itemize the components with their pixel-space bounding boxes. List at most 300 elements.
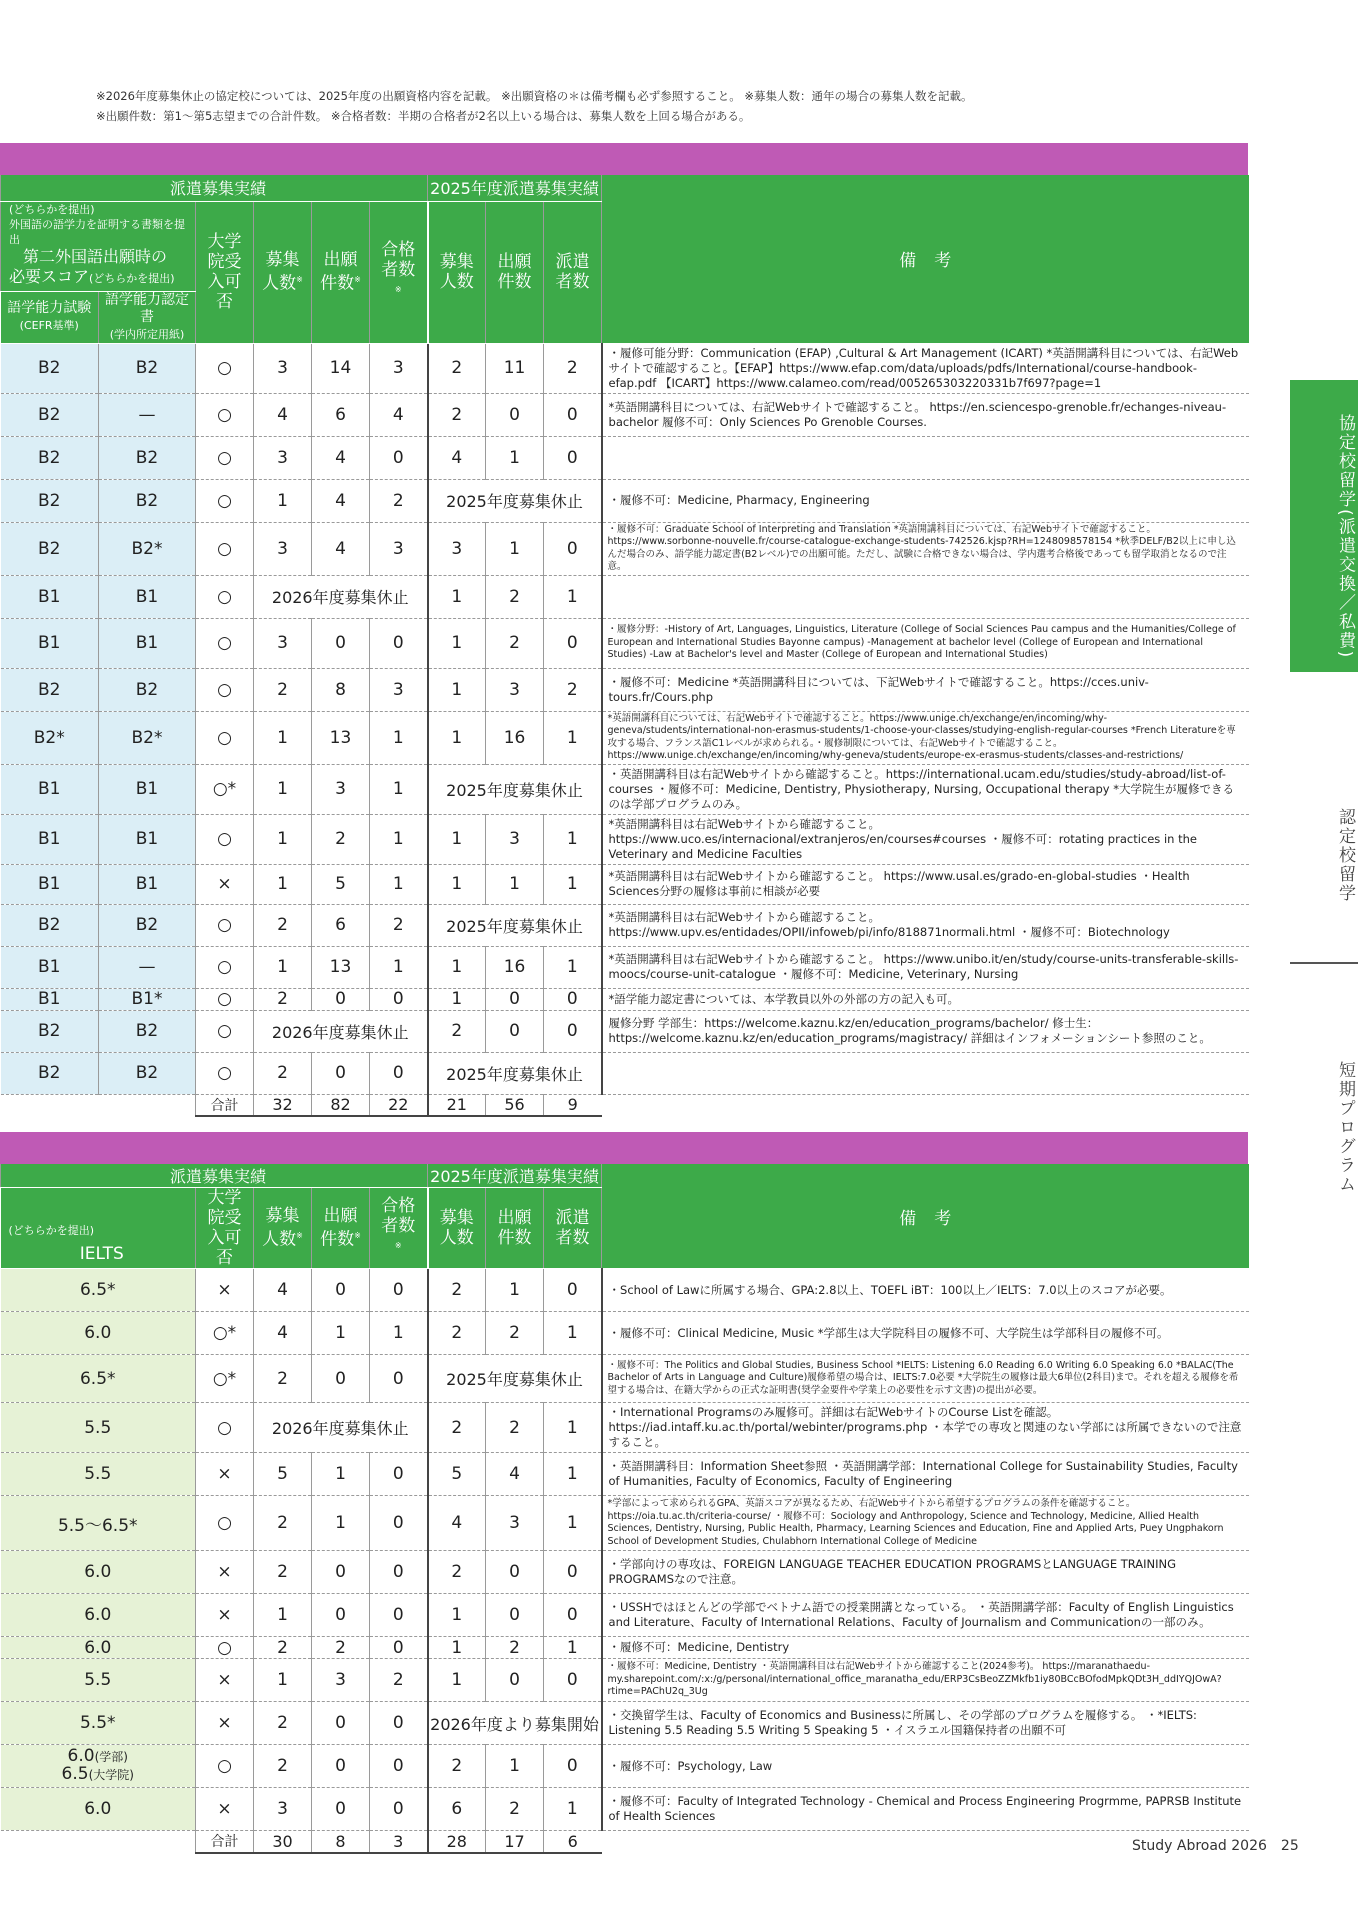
- sent-2025-value: 1: [544, 1496, 602, 1551]
- table-row: [1, 575, 1249, 618]
- sent-2025-value: 1: [544, 1453, 602, 1496]
- applications-value: 4: [312, 522, 370, 575]
- grad-acceptance: ○: [196, 1010, 254, 1052]
- table-row: [1, 668, 1249, 711]
- ielts-score: 6.0(学部) 6.5(大学院): [1, 1745, 196, 1788]
- cert-score: B1*: [99, 988, 196, 1010]
- applications-value: 3: [312, 1659, 370, 1702]
- remark-cell: *英語開講科目については、右記Webサイトで確認すること。https://www.unige.ch/exchange/en/incoming/why-geneva/students/international-non-erasmus-students/1-choose-your-classes/studying-english-regular-courses *French Literatureを専攻する場合、フランス語C1レベルが求められる。・履修制限については、右記Webサイトで確認すること。https://www.unige.ch/exchange/en/incoming/why-geneva/students/europe-ex-erasmus-students/classes-and-restrictions/: [602, 711, 1249, 764]
- sent-2025-value: 0: [544, 393, 602, 436]
- passed-value: 0: [370, 618, 428, 668]
- remark-cell: ・履修不可：Faculty of Integrated Technology - Chemical and Process Engineering Progrmme, PAPRSB Institute of Health Sciences: [602, 1788, 1249, 1831]
- grad-acceptance: ○: [196, 522, 254, 575]
- applications-2025-value: 0: [486, 1594, 544, 1637]
- grad-acceptance: ×: [196, 1551, 254, 1594]
- grad-acceptance: ○: [196, 436, 254, 479]
- ielts-score: 5.5: [1, 1453, 196, 1496]
- remark-cell: [602, 436, 1249, 479]
- grad-acceptance: ○: [196, 668, 254, 711]
- grad-acceptance: ○*: [196, 1355, 254, 1403]
- applications-value: 2: [312, 814, 370, 864]
- ielts-score: 6.0: [1, 1637, 196, 1659]
- table-row: [1, 864, 1249, 904]
- table-row: [1, 1010, 1249, 1052]
- applications-value: 13: [312, 946, 370, 988]
- grad-acceptance: ×: [196, 1269, 254, 1312]
- remark-cell: ・履修不可：Medicine, Dentistry ・英語開講科目は右記Webサイトから確認すること(2024参考)。 https://maranathaedu-my.sharepoint.com/:x:/g/personal/international_office_maranatha_edu/ERP3CsBeoZZMkfb1iy80BCcBOfodMpkQDt3H_ddIYQJOwA?rtime=PAChU2q_3Ug: [602, 1659, 1249, 1702]
- ielts-header: (どちらかを提出) IELTS: [1, 1188, 196, 1269]
- remark-cell: [602, 575, 1249, 618]
- total-row: [1, 1831, 1249, 1853]
- cert-score: B2: [99, 1010, 196, 1052]
- grad-acceptance: ○: [196, 479, 254, 522]
- applications-2025-value: 0: [486, 1659, 544, 1702]
- ielts-score: 6.0: [1, 1312, 196, 1355]
- applications-2025-value: 2: [486, 1312, 544, 1355]
- applications-value: 13: [312, 711, 370, 764]
- applications-2025-value: 16: [486, 711, 544, 764]
- quota-2025-value: 2: [428, 1745, 486, 1788]
- quota-2025-value: 2: [428, 393, 486, 436]
- passed-value: 0: [370, 1594, 428, 1637]
- quota-2025-value: 6: [428, 1788, 486, 1831]
- passed-value: 2: [370, 904, 428, 946]
- quota-value: 2: [254, 1637, 312, 1659]
- table-row: [1, 522, 1249, 575]
- suspended-2025-notice: 2026年度より募集開始: [428, 1702, 602, 1745]
- passed-value: 0: [370, 1551, 428, 1594]
- grad-acceptance: ×: [196, 1594, 254, 1637]
- sent-2025-value: 1: [544, 1403, 602, 1453]
- quota-value: 1: [254, 1594, 312, 1637]
- applications-value: 6: [312, 393, 370, 436]
- table-row: [1, 1551, 1249, 1594]
- table-row: [1, 618, 1249, 668]
- remark-cell: *英語開講科目は右記Webサイトから確認すること。 https://www.upv.es/entidades/OPII/infoweb/pi/info/818871normali.html ・履修不可：Biotechnology: [602, 904, 1249, 946]
- applications-2025-value: 0: [486, 393, 544, 436]
- cefr-score: B2: [1, 904, 99, 946]
- table-row: [1, 988, 1249, 1010]
- cefr-score: B2: [1, 343, 99, 393]
- quota-value: 3: [254, 436, 312, 479]
- total-row: [1, 1094, 1249, 1116]
- total-applications-2025: 56: [486, 1094, 544, 1116]
- table-row: [1, 946, 1249, 988]
- applications-value: 1: [312, 1496, 370, 1551]
- suspended-2026-notice: 2026年度募集休止: [254, 1010, 428, 1052]
- cefr-score: B1: [1, 575, 99, 618]
- passed-value: 1: [370, 764, 428, 814]
- sent-2025-value: 0: [544, 436, 602, 479]
- sent-2025-header-2: 派遣者数: [544, 1188, 602, 1269]
- sent-2025-value: 1: [544, 864, 602, 904]
- cefr-score: B1: [1, 988, 99, 1010]
- total-sent-2025: 9: [544, 1094, 602, 1116]
- total-sent-2025: 6: [544, 1831, 602, 1853]
- cert-score: B2: [99, 904, 196, 946]
- remark-cell: ・英語開講科目：Information Sheet参照 ・英語開講学部：International College for Sustainability Studies, Faculty of Humanities, Faculty of Economics, Faculty of Engineering: [602, 1453, 1249, 1496]
- sent-2025-value: 0: [544, 1594, 602, 1637]
- haken-jisseki-header-2: 派遣募集実績: [1, 1164, 428, 1188]
- ielts-score: 5.5〜6.5*: [1, 1496, 196, 1551]
- applications-2025-value: 16: [486, 946, 544, 988]
- passed-value: 1: [370, 814, 428, 864]
- sent-2025-value: 1: [544, 946, 602, 988]
- table-row: [1, 1637, 1249, 1659]
- passed-value: 0: [370, 1453, 428, 1496]
- ielts-score: 6.5*: [1, 1269, 196, 1312]
- cert-score: B2: [99, 436, 196, 479]
- grad-acceptance-header: 大学院受入可否: [196, 201, 254, 343]
- ielts-score: 6.0: [1, 1788, 196, 1831]
- passed-value: 0: [370, 1052, 428, 1094]
- grad-acceptance: ○: [196, 904, 254, 946]
- sent-2025-value: 1: [544, 1788, 602, 1831]
- applications-2025-value: 11: [486, 343, 544, 393]
- remark-cell: ・履修不可：Medicine, Pharmacy, Engineering: [602, 479, 1249, 522]
- quota-2025-value: 1: [428, 814, 486, 864]
- remark-cell: [602, 1052, 1249, 1094]
- sent-2025-value: 1: [544, 814, 602, 864]
- applications-header-2: 出願件数※: [312, 1188, 370, 1269]
- cefr-score: B2: [1, 668, 99, 711]
- quota-2025-value: 1: [428, 1659, 486, 1702]
- sent-2025-value: 0: [544, 618, 602, 668]
- quota-2025-value: 2: [428, 1269, 486, 1312]
- table-row: [1, 904, 1249, 946]
- applications-2025-value: 2: [486, 1637, 544, 1659]
- quota-value: 2: [254, 1702, 312, 1745]
- quota-value: 4: [254, 1269, 312, 1312]
- cefr-score: B2: [1, 1052, 99, 1094]
- ielts-score: 6.0: [1, 1594, 196, 1637]
- cert-score: B1: [99, 575, 196, 618]
- quota-value: 1: [254, 1659, 312, 1702]
- grad-acceptance: ○: [196, 1052, 254, 1094]
- applications-2025-header-2: 出願件数: [486, 1188, 544, 1269]
- applications-value: 0: [312, 1745, 370, 1788]
- passed-value: 2: [370, 1659, 428, 1702]
- cert-score: B1: [99, 814, 196, 864]
- remark-cell: ・履修不可：Clinical Medicine, Music *学部生は大学院科目の履修不可、大学院生は学部科目の履修不可。: [602, 1312, 1249, 1355]
- passed-value: 3: [370, 522, 428, 575]
- ielts-score: 6.5*: [1, 1355, 196, 1403]
- table-row: [1, 1496, 1249, 1551]
- passed-value: 4: [370, 393, 428, 436]
- applications-2025-header: 出願件数: [486, 201, 544, 343]
- quota-value: 4: [254, 1312, 312, 1355]
- quota-2025-value: 1: [428, 1594, 486, 1637]
- ielts-score: 5.5*: [1, 1702, 196, 1745]
- section-bar-1: [0, 143, 1248, 175]
- grad-acceptance: ×: [196, 1788, 254, 1831]
- applications-value: 14: [312, 343, 370, 393]
- note-line-1: ※2026年度募集休止の協定校については、2025年度の出願資格内容を記載。 ※出願資格の＊は備考欄も必ず参照すること。 ※募集人数：通年の場合の募集人数を記載。: [96, 89, 973, 103]
- remark-cell: *英語開講科目は右記Webサイトから確認すること。 https://www.unibo.it/en/study/course-units-transferable-skills-moocs/course-unit-catalogue ・履修不可：Medicine, Veterinary, Nursing: [602, 946, 1249, 988]
- quota-value: 2: [254, 668, 312, 711]
- grad-acceptance: ○: [196, 1745, 254, 1788]
- remark-cell: *学部によって求められるGPA、英語スコアが異なるため、右記Webサイトから希望するプログラムの条件を確認すること。https://oia.tu.ac.th/criteria-course/ ・履修不可：Sociology and Anthropology, Science and Technology, Medicine, Allied Health Sciences, Dentistry, Nursing, Public Health, Pharmacy, Learning Sciences and Education, Fine and Applied Arts, Puey Ungphakorn School of Development Studies, Chulabhorn International College of Medicine: [602, 1496, 1249, 1551]
- passed-value: 3: [370, 343, 428, 393]
- cefr-score: B2: [1, 393, 99, 436]
- quota-2025-value: 2: [428, 1312, 486, 1355]
- applications-2025-value: 1: [486, 436, 544, 479]
- quota-value: 3: [254, 1788, 312, 1831]
- cefr-score: B2: [1, 1010, 99, 1052]
- passed-value: 0: [370, 1702, 428, 1745]
- suspended-2026-notice: 2026年度募集休止: [254, 1403, 428, 1453]
- remarks-header: 備考: [602, 175, 1249, 343]
- quota-header: 募集人数※: [254, 201, 312, 343]
- applications-value: 3: [312, 764, 370, 814]
- grad-acceptance: ○: [196, 814, 254, 864]
- passed-value: 1: [370, 864, 428, 904]
- grad-acceptance-header-2: 大学院受入可否: [196, 1188, 254, 1269]
- cert-score: B1: [99, 764, 196, 814]
- quota-value: 4: [254, 393, 312, 436]
- section-bar-2: [0, 1132, 1248, 1164]
- quota-2025-header: 募集人数: [428, 201, 486, 343]
- passed-value: 2: [370, 479, 428, 522]
- applications-2025-value: 0: [486, 1551, 544, 1594]
- cefr-score: B1: [1, 764, 99, 814]
- applications-header: 出願件数※: [312, 201, 370, 343]
- table-row: [1, 1745, 1249, 1788]
- applications-2025-value: 2: [486, 1788, 544, 1831]
- quota-value: 5: [254, 1453, 312, 1496]
- applications-value: 6: [312, 904, 370, 946]
- quota-2025-value: 1: [428, 988, 486, 1010]
- applications-2025-value: 3: [486, 1496, 544, 1551]
- quota-value: 2: [254, 1355, 312, 1403]
- remark-cell: *英語開講科目は右記Webサイトから確認すること。 https://www.usal.es/grado-en-global-studies ・Health Sciences分野の履修は事前に相談が必要: [602, 864, 1249, 904]
- table-row: [1, 1403, 1249, 1453]
- applications-2025-value: 3: [486, 668, 544, 711]
- suspended-2026-notice: 2026年度募集休止: [254, 575, 428, 618]
- cert-score: B2: [99, 343, 196, 393]
- quota-value: 1: [254, 479, 312, 522]
- applications-value: 0: [312, 1355, 370, 1403]
- remark-cell: ・履修分野：-History of Art, Languages, Linguistics, Literature (College of Social Sciences Pau campus and the Humanities/College of European and International Studies Bayonne campus) -Management at bachelor level (College of European and International Studies) -Law at Bachelor's level and Master (College of European and International Studies): [602, 618, 1249, 668]
- quota-2025-value: 2: [428, 1403, 486, 1453]
- applications-2025-value: 0: [486, 988, 544, 1010]
- total-passed: 3: [370, 1831, 428, 1853]
- applications-value: 0: [312, 988, 370, 1010]
- passed-value: 1: [370, 711, 428, 764]
- passed-value: 0: [370, 1496, 428, 1551]
- table-row: [1, 479, 1249, 522]
- sent-2025-value: 1: [544, 1637, 602, 1659]
- grad-acceptance: ×: [196, 864, 254, 904]
- total-applications-2025: 17: [486, 1831, 544, 1853]
- total-quota: 30: [254, 1831, 312, 1853]
- passed-value: 0: [370, 1637, 428, 1659]
- suspended-2025-notice: 2025年度募集休止: [428, 764, 602, 814]
- quota-value: 2: [254, 1551, 312, 1594]
- grad-acceptance: ○*: [196, 1312, 254, 1355]
- applications-value: 5: [312, 864, 370, 904]
- cefr-score: B1: [1, 864, 99, 904]
- sent-2025-header: 派遣者数: [544, 201, 602, 343]
- cefr-score: B1: [1, 814, 99, 864]
- grad-acceptance: ○: [196, 988, 254, 1010]
- applications-value: 2: [312, 1637, 370, 1659]
- cert-score: B2: [99, 668, 196, 711]
- ielts-table: [0, 1164, 1249, 1854]
- sent-2025-value: 0: [544, 1010, 602, 1052]
- total-passed: 22: [370, 1094, 428, 1116]
- passed-value: 0: [370, 1269, 428, 1312]
- quota-value: 2: [254, 1052, 312, 1094]
- passed-value: 0: [370, 988, 428, 1010]
- empty-cell: [602, 1094, 1249, 1116]
- haken-2025-header-2: 2025年度派遣募集実績: [428, 1164, 602, 1188]
- cefr-score: B2*: [1, 711, 99, 764]
- quota-value: 1: [254, 864, 312, 904]
- ielts-score: 6.0: [1, 1551, 196, 1594]
- footer: [1132, 1838, 1299, 1854]
- table-row: [1, 1453, 1249, 1496]
- cert-score: —: [99, 946, 196, 988]
- grad-acceptance: ○: [196, 1637, 254, 1659]
- lang-requirement-header: (どちらかを提出) 外国語の語学力を証明する書類を提出 第二外国語出願時の 必要スコア(どちらかを提出): [1, 201, 196, 291]
- table-row: [1, 1052, 1249, 1094]
- cert-score: B2: [99, 1052, 196, 1094]
- cert-score: —: [99, 393, 196, 436]
- grad-acceptance: ×: [196, 1659, 254, 1702]
- quota-value: 1: [254, 814, 312, 864]
- applications-value: 0: [312, 1702, 370, 1745]
- applications-value: 0: [312, 1052, 370, 1094]
- table-row: [1, 1269, 1249, 1312]
- applications-2025-value: 0: [486, 1010, 544, 1052]
- grad-acceptance: ○*: [196, 764, 254, 814]
- total-quota-2025: 21: [428, 1094, 486, 1116]
- empty-cell: [99, 1094, 196, 1116]
- remark-cell: ・学部向けの専攻は、FOREIGN LANGUAGE TEACHER EDUCATION PROGRAMSとLANGUAGE TRAINING PROGRAMSなので注意。: [602, 1551, 1249, 1594]
- quota-2025-value: 1: [428, 618, 486, 668]
- remark-cell: ・交換留学生は、Faculty of Economics and Businessに所属し、その学部のプログラムを履修する。 ・*IELTS: Listening 5.5 Reading 5.5 Writing 5 Speaking 5 ・イスラエル国籍保持者の出願不可: [602, 1702, 1249, 1745]
- cefr-score: B1: [1, 618, 99, 668]
- applications-value: 8: [312, 668, 370, 711]
- remark-cell: ・USSHではほとんどの学部でベトナム語での授業開講となっている。 ・英語開講学部：Faculty of English Linguistics and Literature、Faculty of International Relations、Faculty of Journalism and Communicationの一部のみ。: [602, 1594, 1249, 1637]
- total-applications: 8: [312, 1831, 370, 1853]
- grad-acceptance: ○: [196, 343, 254, 393]
- quota-value: 3: [254, 618, 312, 668]
- cefr-score: B2: [1, 479, 99, 522]
- table-row: [1, 814, 1249, 864]
- quota-value: 3: [254, 343, 312, 393]
- applications-2025-value: 1: [486, 1745, 544, 1788]
- applications-value: 0: [312, 1594, 370, 1637]
- passed-header-2: 合格者数※: [370, 1188, 428, 1269]
- table-row: [1, 1702, 1249, 1745]
- quota-value: 1: [254, 946, 312, 988]
- page-number: 25: [1280, 1838, 1299, 1854]
- sent-2025-value: 0: [544, 988, 602, 1010]
- suspended-2025-notice: 2025年度募集休止: [428, 904, 602, 946]
- applications-value: 0: [312, 618, 370, 668]
- sent-2025-value: 0: [544, 1745, 602, 1788]
- haken-jisseki-header: 派遣募集実績: [1, 175, 428, 201]
- suspended-2025-notice: 2025年度募集休止: [428, 1355, 602, 1403]
- total-label: 合計: [196, 1831, 254, 1853]
- table-row: [1, 764, 1249, 814]
- passed-value: 1: [370, 1312, 428, 1355]
- grad-acceptance: ○: [196, 575, 254, 618]
- grad-acceptance: ○: [196, 393, 254, 436]
- remarks-header-2: 備考: [602, 1164, 1249, 1269]
- cert-score: B2: [99, 479, 196, 522]
- applications-2025-value: 1: [486, 864, 544, 904]
- grad-acceptance: ○: [196, 1403, 254, 1453]
- quota-2025-value: 1: [428, 946, 486, 988]
- ielts-score: 5.5: [1, 1659, 196, 1702]
- total-quota: 32: [254, 1094, 312, 1116]
- quota-2025-value: 1: [428, 711, 486, 764]
- quota-2025-value: 5: [428, 1453, 486, 1496]
- remark-cell: *英語開講科目については、右記Webサイトで確認すること。 https://en.sciencespo-grenoble.fr/echanges-niveau-bachelor 履修不可：Only Sciences Po Grenoble Courses.: [602, 393, 1249, 436]
- total-quota-2025: 28: [428, 1831, 486, 1853]
- passed-value: 0: [370, 1745, 428, 1788]
- remark-cell: *英語開講科目は右記Webサイトから確認すること。 https://www.uco.es/internacional/extranjeros/en/courses#courses ・履修不可：rotating practices in the Veterinary and Medicine Faculties: [602, 814, 1249, 864]
- cert-score: B1: [99, 618, 196, 668]
- table-row: [1, 1355, 1249, 1403]
- applications-value: 0: [312, 1269, 370, 1312]
- sidebar-tab-accredited[interactable]: 認定校留学: [1335, 807, 1355, 903]
- sidebar-tab-short-program[interactable]: 短期プログラム: [1335, 1060, 1355, 1194]
- cert-score: B1: [99, 864, 196, 904]
- grad-acceptance: ○: [196, 711, 254, 764]
- empty-cell: [1, 1831, 196, 1853]
- applications-value: 1: [312, 1453, 370, 1496]
- quota-2025-value: 3: [428, 522, 486, 575]
- table-row: [1, 393, 1249, 436]
- header-notes: [96, 86, 973, 126]
- quota-2025-value: 4: [428, 436, 486, 479]
- passed-value: 0: [370, 436, 428, 479]
- applications-2025-value: 3: [486, 814, 544, 864]
- note-line-2: ※出願件数：第1〜第5志望までの合計件数。 ※合格者数：半期の合格者が2名以上いる場合は、募集人数を上回る場合がある。: [96, 109, 751, 123]
- quota-2025-value: 2: [428, 1010, 486, 1052]
- quota-2025-value: 1: [428, 668, 486, 711]
- remark-cell: ・履修不可：Medicine *英語開講科目については、下記Webサイトで確認すること。https://cces.univ-tours.fr/Cours.php: [602, 668, 1249, 711]
- footer-title: Study Abroad 2026: [1132, 1838, 1267, 1854]
- quota-header-2: 募集人数※: [254, 1188, 312, 1269]
- cert-score: B2*: [99, 522, 196, 575]
- quota-2025-value: 1: [428, 575, 486, 618]
- table-row: [1, 1312, 1249, 1355]
- quota-2025-value: 2: [428, 343, 486, 393]
- sent-2025-value: 0: [544, 1659, 602, 1702]
- remark-cell: ・履修不可：Graduate School of Interpreting and Translation *英語開講科目については、右記Webサイトで確認すること。https://www.sorbonne-nouvelle.fr/course-catalogue-exchange-students-742526.kjsp?RH=1248098578154 *秋季DELF/B2以上に申し込んだ場合のみ、語学能力認定書(B2レベル)での出願可能。ただし、試験に合格できない場合は、学内選考合格後であっても留学取消となるので注意。: [602, 522, 1249, 575]
- remark-cell: ・International Programsのみ履修可。詳細は右記WebサイトのCourse Listを確認。 https://iad.intaff.ku.ac.th/portal/webinter/programs.php ・本学での専攻と関連のない学部には所属できないので注意すること。: [602, 1403, 1249, 1453]
- applications-2025-value: 2: [486, 618, 544, 668]
- sidebar-tab-exchange[interactable]: 協定校留学(派遣交換／私費): [1290, 380, 1358, 672]
- suspended-2025-notice: 2025年度募集休止: [428, 1052, 602, 1094]
- grad-acceptance: ×: [196, 1453, 254, 1496]
- sent-2025-value: 2: [544, 343, 602, 393]
- remark-cell: *語学能力認定書については、本学教員以外の外部の方の記入も可。: [602, 988, 1249, 1010]
- quota-2025-header-2: 募集人数: [428, 1188, 486, 1269]
- applications-value: 0: [312, 1551, 370, 1594]
- quota-2025-value: 1: [428, 1637, 486, 1659]
- sent-2025-value: 0: [544, 522, 602, 575]
- quota-value: 2: [254, 904, 312, 946]
- cert-col-header: 語学能力認定書 (学内所定用紙): [99, 291, 196, 343]
- sidebar-divider: [1290, 962, 1358, 964]
- applications-value: 1: [312, 1312, 370, 1355]
